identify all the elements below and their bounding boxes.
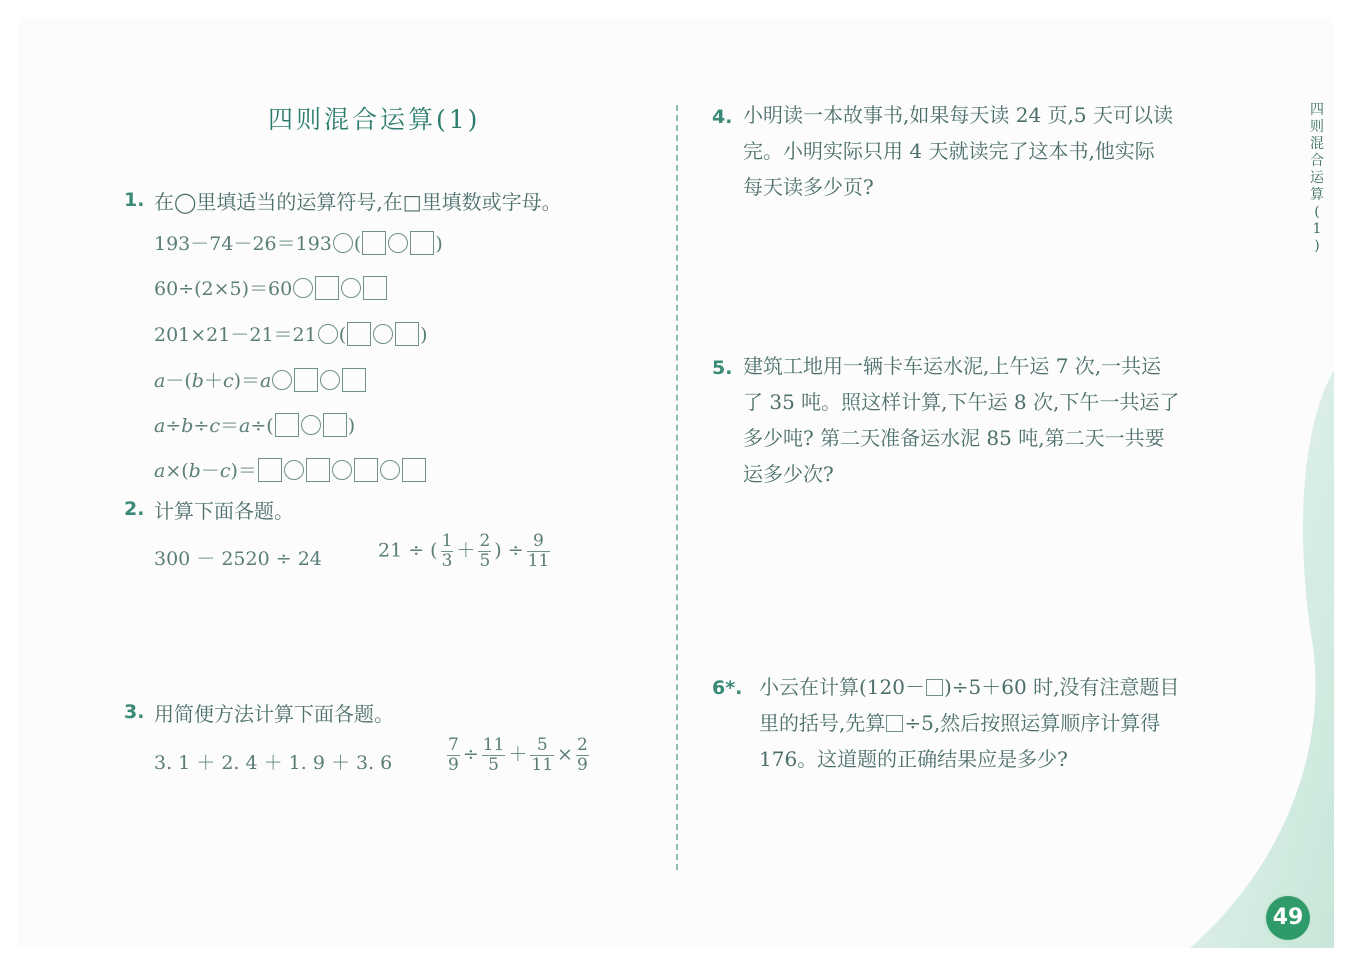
paren: ( [338,324,347,346]
var-c: c [222,370,234,392]
operator: )＝ [230,460,257,482]
square-blank[interactable] [886,715,903,732]
var-a: a [154,460,166,482]
text-line: 里的括号,先算 ÷5,然后按照运算顺序计算得 [759,711,1161,735]
operator: －( [165,370,192,392]
text-line: 小明读一本故事书,如果每天读 24 页,5 天可以读 [743,103,1173,127]
question-3-number: 3. [124,701,145,723]
circle-blank[interactable] [388,233,408,253]
operator: ＝ [220,415,240,437]
var-a: a [239,415,251,437]
fraction: $\frac{2}{5}$ [479,531,491,571]
var-c: c [219,460,231,482]
square-blank[interactable] [342,368,366,392]
text-line: 每天读多少页? [743,175,874,199]
operator: ÷ [165,415,182,437]
fraction: $\frac{11}{5}$ [482,735,505,775]
square-blank[interactable] [347,322,371,346]
circle-blank[interactable] [284,460,304,480]
var-a: a [260,370,272,392]
var-a: a [154,415,166,437]
square-blank[interactable] [354,458,378,482]
fraction: $\frac{1}{3}$ [441,531,453,571]
text-line: 了 35 吨。照这样计算,下午运 8 次,下午一共运了 [743,390,1180,414]
operator: )＝ [233,370,261,392]
operator: ÷( [250,415,274,437]
question-2-text: 计算下面各题。 [154,499,294,523]
circle-blank[interactable] [318,324,338,344]
text-line: 建筑工地用一辆卡车运水泥,上午运 7 次,一共运 [743,354,1162,378]
square-blank[interactable] [258,458,282,482]
q3-expression-2 [444,736,592,775]
question-3-text: 用简便方法计算下面各题。 [154,702,394,726]
operator: ÷ [462,743,479,766]
equation-6 [154,456,427,483]
q2-expression-2 [378,532,553,571]
operator: ＋ [508,743,528,766]
operator: ＋ [203,370,223,392]
question-5-number: 5. [712,357,733,379]
question-6-text [759,669,1179,777]
equation-2 [154,274,388,301]
equation-4 [154,366,367,393]
square-blank[interactable] [410,231,434,255]
operator: ＋ [456,539,476,562]
circle-blank[interactable] [341,278,361,298]
equation-1-text: 193－74－26＝193 [154,233,332,255]
var-b: b [191,370,204,392]
circle-blank[interactable] [373,324,393,344]
question-6-number: 6*. [712,677,743,699]
circle-blank[interactable] [293,278,313,298]
equation-3-text: 201×21－21＝21 [154,324,317,346]
paren: ( [353,233,362,255]
text-line: 多少吨? 第二天准备运水泥 85 吨,第二天一共要 [743,426,1165,450]
square-blank[interactable] [402,458,426,482]
q3-expression-1: 3. 1 ＋ 2. 4 ＋ 1. 9 ＋ 3. 6 [154,752,393,774]
square-blank[interactable] [294,368,318,392]
text-line: 完。小明实际只用 4 天就读完了这本书,他实际 [743,139,1155,163]
square-blank[interactable] [323,413,347,437]
page-number-badge: 49 [1266,896,1310,940]
question-4-number: 4. [712,106,733,128]
circle-blank[interactable] [320,370,340,390]
circle-blank[interactable] [272,370,292,390]
var-c: c [209,415,220,437]
fraction: $\frac{2}{9}$ [576,735,588,775]
question-1-number: 1. [124,189,145,211]
question-5-text [743,348,1179,492]
paren: ) [347,415,356,437]
fraction: $\frac{7}{9}$ [448,735,459,775]
circle-blank[interactable] [332,460,352,480]
question-1-text: 在◯里填适当的运算符号,在□里填数或字母。 [154,190,562,214]
paren: ) [420,324,428,346]
expr-lead: 21 ÷ ( [378,539,438,562]
circle-blank[interactable] [333,233,353,253]
side-title: 四 则 混 合 运 算 ( 1 ) [1310,102,1324,254]
equation-5 [154,411,355,438]
equation-2-text: 60÷(2×5)＝60 [154,278,293,300]
question-4-text [743,97,1173,205]
operator: ÷ [193,415,210,437]
operator: ×( [165,460,189,482]
text-line: 小云在计算(120－ )÷5＋60 时,没有注意题目 [759,675,1180,699]
square-blank[interactable] [315,276,339,300]
square-blank[interactable] [926,679,943,696]
text-line: 运多少次? [743,462,834,486]
operator: ) ÷ [494,539,524,562]
equation-3 [154,320,428,347]
square-blank[interactable] [395,322,419,346]
paren: ) [435,233,443,255]
question-2-number: 2. [124,498,145,520]
operator: － [200,460,220,482]
circle-blank[interactable] [301,415,321,435]
fraction: $\frac{5}{11}$ [531,735,554,775]
page-title: 四则混合运算(1) [268,105,481,134]
text-line: 176。这道题的正确结果应是多少? [759,747,1068,771]
circle-blank[interactable] [380,460,400,480]
square-blank[interactable] [306,458,330,482]
operator: × [557,743,573,766]
page-divider [676,105,678,870]
equation-1 [154,229,443,256]
var-a: a [154,370,166,392]
var-b: b [188,460,201,482]
q2-expression-1: 300 － 2520 ÷ 24 [154,548,322,570]
fraction: $\frac{9}{11}$ [527,531,550,571]
square-blank[interactable] [275,413,299,437]
var-b: b [181,415,194,437]
square-blank[interactable] [362,231,386,255]
square-blank[interactable] [363,276,387,300]
